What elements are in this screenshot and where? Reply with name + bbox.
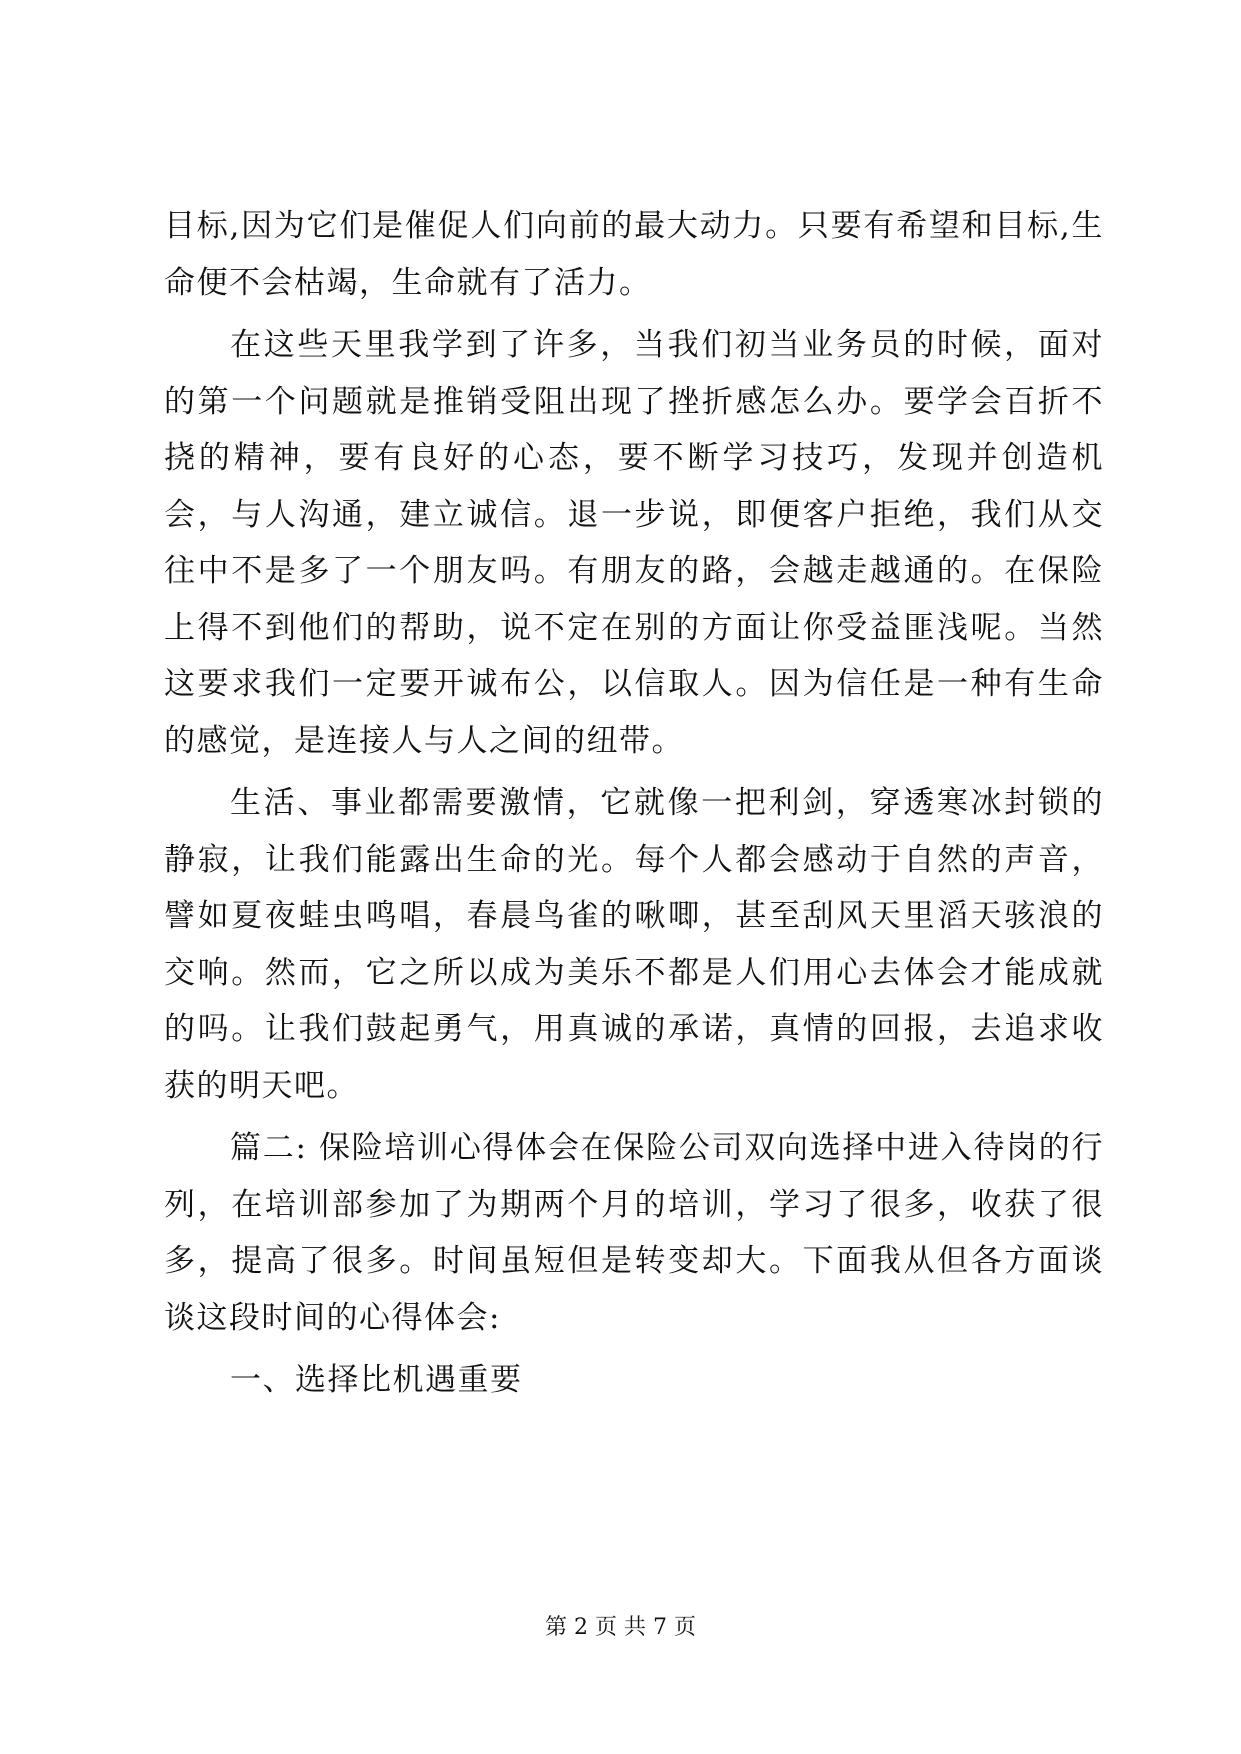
paragraph-3: 生活、事业都需要激情，它就像一把利剑，穿透寒冰封锁的静寂，让我们能露出生命的光。每个人都会感动于自然的声音，譬如夏夜蛙虫鸣唱，春晨鸟雀的啾唧，甚至刮风天里滔天骇浪的交响。然而，它之所以成为美乐不都是人们用心去体会才能成就的吗。让我们鼓起勇气，用真诚的承诺，真情的回报，去追求收获的明天吧。 (164, 785, 1104, 1104)
paragraph-4: 篇二: 保险培训心得体会在保险公司双向选择中进入待岗的行列，在培训部参加了为期两个月的培训，学习了很多，收获了很多，提高了很多。时间虽短但是转变却大。下面我从但各方面谈谈这段时间的心得体会: (164, 1130, 1104, 1336)
section-heading-1: 一、选择比机遇重要 (230, 1362, 523, 1398)
document-body (164, 198, 1104, 1409)
paragraph-2: 在这些天里我学到了许多，当我们初当业务员的时候，面对的第一个问题就是推销受阻出现了挫折感怎么办。要学会百折不挠的精神，要有良好的心态，要不断学习技巧，发现并创造机会，与人沟通，建立诚信。退一步说，即便客户拒绝，我们从交往中不是多了一个朋友吗。有朋友的路，会越走越通的。在保险上得不到他们的帮助，说不定在别的方面让你受益匪浅呢。当然这要求我们一定要开诚布公，以信取人。因为信任是一种有生命的感觉，是连接人与人之间的纽带。 (164, 327, 1104, 759)
page-number-footer: 第 2 页 共 7 页 (545, 1615, 696, 1640)
paragraph-1: 目标,因为它们是催促人们向前的最大动力。只要有希望和目标,生命便不会枯竭，生命就有了活力。 (164, 208, 1104, 301)
